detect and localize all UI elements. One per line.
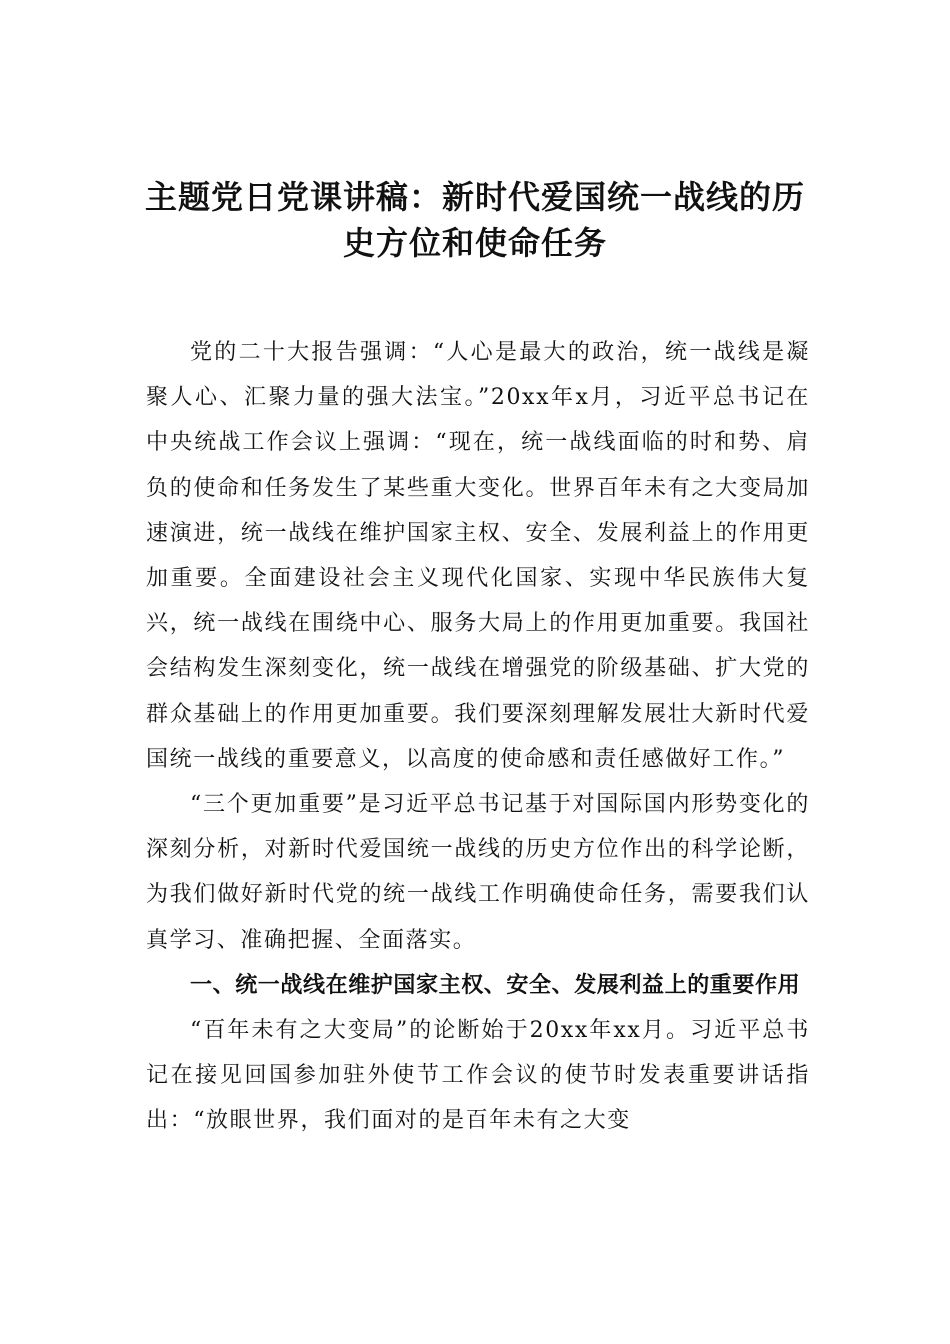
paragraph-three-more-important: “三个更加重要”是习近平总书记基于对国际国内形势变化的深刻分析，对新时代爱国统一战线的历史方位作出的科学论断，为我们做好新时代党的统一战线工作明确使命任务，需要我们认真学习、准确把握、全面落实。 xyxy=(146,792,810,953)
section-heading-1: 一、统一战线在维护国家主权、安全、发展利益上的重要作用 xyxy=(190,972,801,998)
paragraph-intro-quote: 党的二十大报告强调：“人心是最大的政治，统一战线是凝聚人心、汇聚力量的强大法宝。”20xx年x月，习近平总书记在中央统战工作会议上强调：“现在，统一战线面临的时和势、肩负的使命和任务发生了某些重大变化。世界百年未有之大变局加速演进，统一战线在维护国家主权、安全、发展利益上的作用更加重要。全面建设社会主义现代化国家、实现中华民族伟大复兴，统一战线在围绕中心、服务大局上的作用更加重要。我国社会结构发生深刻变化，统一战线在增强党的阶级基础、扩大党的群众基础上的作用更加重要。我们要深刻理解发展壮大新时代爱国统一战线的重要意义，以高度的使命感和责任感做好工作。” xyxy=(146,340,810,772)
document-title: 主题党日党课讲稿：新时代爱国统一战线的历史方位和使命任务 xyxy=(144,178,805,262)
document-body xyxy=(146,330,810,1144)
paragraph-century-changes: “百年未有之大变局”的论断始于20xx年xx月。习近平总书记在接见回国参加驻外使节工作会议的使节时发表重要讲话指出：“放眼世界，我们面对的是百年未有之大变 xyxy=(146,1018,810,1134)
